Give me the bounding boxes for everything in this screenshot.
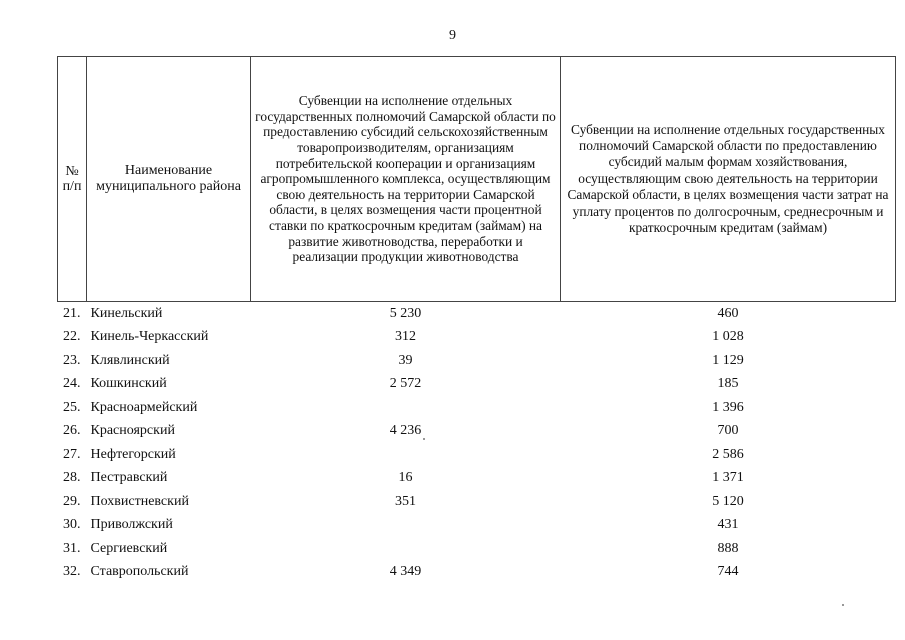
table-row	[58, 514, 896, 538]
row-number: 27.	[63, 446, 81, 462]
livestock-subsidy-value	[251, 514, 561, 538]
table-row	[58, 302, 896, 326]
row-number: 31.	[63, 540, 81, 556]
header-row	[58, 57, 896, 302]
district-name: Нефтегорский	[90, 446, 176, 462]
small-forms-subsidy-value: 744	[717, 564, 739, 580]
district-name: Приволжский	[90, 517, 173, 533]
table-row	[58, 443, 896, 467]
table-row	[58, 490, 896, 514]
small-forms-subsidy-value: 1 371	[712, 470, 744, 486]
table-row	[58, 420, 896, 444]
row-number: 32.	[63, 564, 81, 580]
district-name: Ставропольский	[90, 564, 189, 580]
header-livestock-subsidy: Субвенции на исполнение отдельных государственных полномочий Самарской области по предоставлению субсидий сельскохозяйственным товаропроизводителям, организациям потребительской кооперации и организациям агропромышленного комплекса, осуществляющим свою деятельность на территории Самарской области, в целях возмещения части процентной ставки по краткосрочным кредитам (займам) на развитие животноводства, переработки и реализации продукции животноводства	[251, 57, 561, 302]
header-district-name: Наименование муниципального района	[87, 57, 251, 302]
table-row	[58, 373, 896, 397]
small-forms-subsidy-value: 1 396	[712, 399, 744, 415]
header-number: № п/п	[58, 57, 87, 302]
livestock-subsidy-value: 5 230	[389, 305, 422, 321]
livestock-subsidy-value: 2 572	[389, 376, 422, 392]
district-name: Красноармейский	[90, 399, 198, 415]
table-row	[58, 396, 896, 420]
district-name: Кинельский	[90, 305, 163, 321]
row-number: 28.	[63, 470, 81, 486]
small-forms-subsidy-value: 888	[717, 540, 739, 556]
small-forms-subsidy-value: 431	[717, 517, 739, 533]
small-forms-subsidy-value: 185	[717, 376, 739, 392]
subsidy-table	[57, 56, 896, 584]
table-header	[58, 57, 896, 302]
row-number: 22.	[63, 329, 81, 345]
row-number: 30.	[63, 517, 81, 533]
small-forms-subsidy-value: 700	[717, 423, 739, 439]
district-name: Кошкинский	[90, 376, 167, 392]
table-row	[58, 537, 896, 561]
small-forms-subsidy-value: 5 120	[712, 493, 744, 509]
district-name: Сергиевский	[90, 540, 168, 556]
table-body	[58, 302, 896, 585]
row-number: 23.	[63, 352, 81, 368]
livestock-subsidy-value: 39	[398, 352, 413, 368]
livestock-subsidy-value: 351	[395, 493, 416, 509]
livestock-subsidy-value: 16	[398, 470, 413, 486]
livestock-subsidy-value: 4 349	[389, 564, 422, 580]
table-row	[58, 349, 896, 373]
row-number: 25.	[63, 399, 81, 415]
scan-speck	[842, 604, 844, 606]
page-number: 9	[449, 28, 456, 43]
table-row	[58, 326, 896, 350]
row-number: 21.	[63, 305, 81, 321]
row-number: 29.	[63, 493, 81, 509]
header-small-forms-subsidy: Субвенции на исполнение отдельных государственных полномочий Самарской области по предоставлению субсидий малым формам хозяйствования, осуществляющим свою деятельность на территории Самарской области, в целях возмещения части затрат на уплату процентов по долгосрочным, среднесрочным и краткосрочным кредитам (займам)	[561, 57, 896, 302]
district-name: Клявлинский	[90, 352, 170, 368]
table-row	[58, 467, 896, 491]
row-number: 24.	[63, 376, 81, 392]
district-name: Кинель-Черкасский	[90, 329, 209, 345]
livestock-subsidy-value: 4 236	[389, 423, 422, 439]
livestock-subsidy-value	[251, 396, 561, 420]
scan-speck	[423, 438, 425, 440]
livestock-subsidy-value: 312	[395, 329, 416, 345]
livestock-subsidy-value	[251, 537, 561, 561]
district-name: Красноярский	[90, 423, 175, 439]
small-forms-subsidy-value: 1 028	[712, 329, 744, 345]
small-forms-subsidy-value: 2 586	[712, 446, 744, 462]
small-forms-subsidy-value: 460	[717, 305, 739, 321]
district-name: Похвистневский	[90, 493, 189, 509]
table-row	[58, 561, 896, 585]
livestock-subsidy-value	[251, 443, 561, 467]
district-name: Пестравский	[90, 470, 168, 486]
small-forms-subsidy-value: 1 129	[712, 352, 744, 368]
row-number: 26.	[63, 423, 81, 439]
